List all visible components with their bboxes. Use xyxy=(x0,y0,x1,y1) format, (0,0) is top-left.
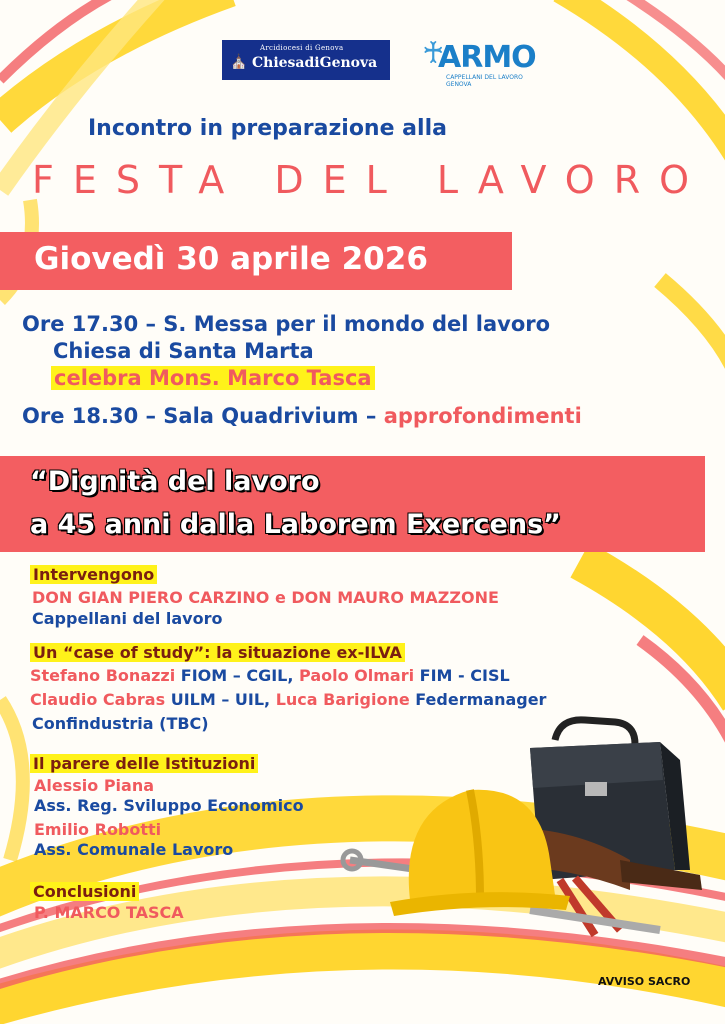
event-title: FESTA DEL LAVORO xyxy=(32,158,709,202)
theme-line-1: “Dignità del lavoro xyxy=(30,466,320,497)
institutions-heading: Il parere delle Istituzioni xyxy=(30,754,258,773)
conclusions-name: P. MARCO TASCA xyxy=(34,903,184,922)
talk-prefix: Ore 18.30 – Sala Quadrivium – xyxy=(22,404,384,428)
case-person-name: Claudio Cabras xyxy=(30,690,166,709)
intro-line: Incontro in preparazione alla xyxy=(88,116,447,141)
celebrant-line: celebra Mons. Marco Tasca xyxy=(51,366,375,390)
case-person-org: UILM – UIL, xyxy=(170,690,271,709)
case-row-1 xyxy=(30,666,510,685)
conclusions-heading-wrapper xyxy=(30,882,139,901)
event-date: Giovedì 30 aprile 2026 xyxy=(34,241,428,277)
talk-line xyxy=(22,404,582,428)
case-person-name: Stefano Bonazzi xyxy=(30,666,176,685)
celebrant-wrapper xyxy=(51,366,375,390)
institution-name: Emilio Robotti xyxy=(34,820,162,839)
chiesa-di-genova-logo xyxy=(222,40,390,80)
church-line: Chiesa di Santa Marta xyxy=(53,339,314,363)
case-heading-wrapper xyxy=(30,643,405,662)
logo-small-text: Arcidiocesi di Genova xyxy=(260,44,344,52)
conclusions-heading: Conclusioni xyxy=(30,882,139,901)
case-last: Confindustria (TBC) xyxy=(32,714,209,733)
mass-line: Ore 17.30 – S. Messa per il mondo del lavoro xyxy=(22,312,551,336)
armo-word: ARMO xyxy=(438,40,536,75)
speakers-heading: Intervengono xyxy=(30,565,157,584)
talk-suffix: approfondimenti xyxy=(383,404,582,428)
case-person-name: Luca Barigione xyxy=(275,690,410,709)
speakers-heading-wrapper xyxy=(30,565,157,584)
church-icon: ⛪ xyxy=(230,54,248,70)
sacred-notice: AVVISO SACRO xyxy=(598,975,691,988)
institution-role: Ass. Reg. Sviluppo Economico xyxy=(34,796,304,815)
case-person-org: Federmanager xyxy=(415,690,547,709)
institution-role: Ass. Comunale Lavoro xyxy=(34,840,234,859)
speakers-role: Cappellani del lavoro xyxy=(32,609,223,628)
case-person-name: Paolo Olmari xyxy=(299,666,415,685)
statue-icon: ♰ xyxy=(422,36,445,71)
work-tools-illustration xyxy=(330,710,720,950)
case-person-org: FIOM – CGIL, xyxy=(180,666,294,685)
institutions-heading-wrapper xyxy=(30,754,258,773)
institution-name: Alessio Piana xyxy=(34,776,155,795)
case-row-2 xyxy=(30,690,546,709)
armo-subtitle: CAPPELLANI DEL LAVORO GENOVA xyxy=(446,74,523,88)
case-heading: Un “case of study”: la situazione ex-ILVA xyxy=(30,643,405,662)
theme-line-2: a 45 anni dalla Laborem Exercens” xyxy=(30,509,561,540)
logo-main-text: ChiesadiGenova xyxy=(252,55,378,71)
speakers-names: DON GIAN PIERO CARZINO e DON MAURO MAZZONE xyxy=(32,588,499,607)
case-person-org: FIM - CISL xyxy=(419,666,510,685)
armo-logo xyxy=(420,34,540,88)
